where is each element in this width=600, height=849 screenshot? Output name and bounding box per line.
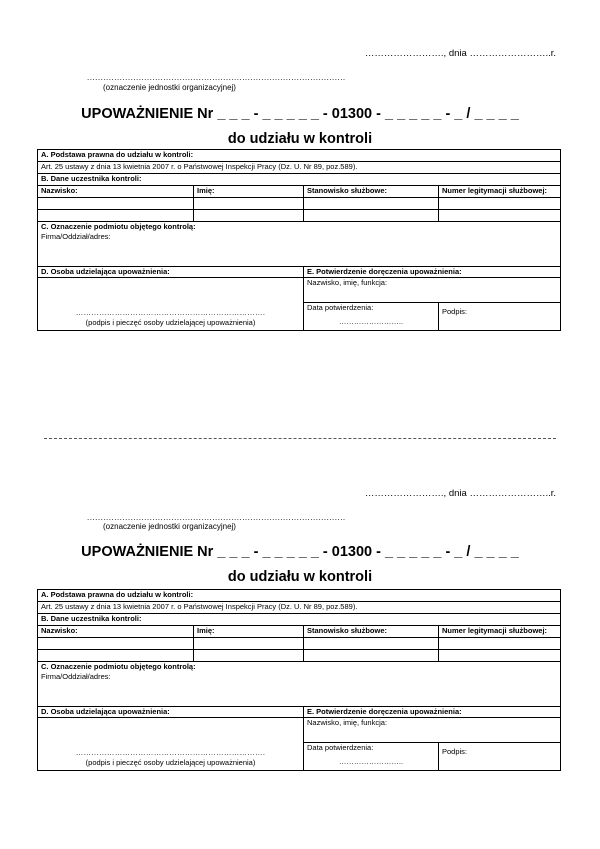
section-e-signature-field[interactable]	[439, 303, 561, 331]
section-e-date-dots: ……………………..	[338, 317, 404, 327]
column-id-number: Numer legitymacji służbowej:	[439, 626, 561, 638]
unit-dotted-line: ...............................................................................................	[87, 73, 346, 82]
section-a-header: A. Podstawa prawna do udziału w kontroli:	[38, 150, 561, 162]
section-c-field: Firma/Oddział/adres:	[41, 232, 111, 241]
section-e-signature-label: Podpis:	[442, 307, 468, 317]
form-title: UPOWAŻNIENIE Nr _ _ _ - _ _ _ _ _ - 01300 - _ _ _ _ _ - _ / _ _ _ _	[81, 106, 519, 122]
section-b-header: B. Dane uczestnika kontroli:	[38, 614, 561, 626]
section-a-text: Art. 25 ustawy z dnia 13 kwietnia 2007 r. o Państwowej Inspekcji Pracy (Dz. U. Nr 89, poz.589).	[38, 162, 561, 174]
section-c-header: C. Oznaczenie podmiotu objętego kontrolą:	[41, 222, 196, 231]
column-position: Stanowisko służbowe:	[304, 626, 439, 638]
unit-label: (oznaczenie jednostki organizacyjnej)	[103, 522, 236, 531]
section-e-date-field[interactable]	[304, 743, 439, 771]
form-title: UPOWAŻNIENIE Nr _ _ _ - _ _ _ _ _ - 01300 - _ _ _ _ _ - _ / _ _ _ _	[81, 544, 519, 560]
section-b-header: B. Dane uczestnika kontroli:	[38, 174, 561, 186]
column-surname: Nazwisko:	[38, 626, 194, 638]
position-cell-1[interactable]	[304, 198, 439, 210]
id-number-cell-2[interactable]	[439, 650, 561, 662]
surname-cell-1[interactable]	[38, 638, 194, 650]
surname-cell-2[interactable]	[38, 650, 194, 662]
section-e-date-label: Data potwierdzenia:	[307, 743, 374, 753]
column-name: Imię:	[194, 626, 304, 638]
section-d-signature-area[interactable]	[38, 278, 304, 331]
id-number-cell-1[interactable]	[439, 198, 561, 210]
form-table	[37, 589, 561, 771]
section-e-signature-label: Podpis:	[442, 747, 468, 757]
section-e-date-dots: ……………………..	[338, 757, 404, 767]
name-cell-1[interactable]	[194, 638, 304, 650]
section-a-header: A. Podstawa prawna do udziału w kontroli:	[38, 590, 561, 602]
name-cell-1[interactable]	[194, 198, 304, 210]
position-cell-2[interactable]	[304, 650, 439, 662]
section-e-date-field[interactable]	[304, 303, 439, 331]
column-id-number: Numer legitymacji służbowej:	[439, 186, 561, 198]
column-name: Imię:	[194, 186, 304, 198]
signature-dotted-line: ……………………………………………………………….	[75, 748, 266, 757]
id-number-cell-2[interactable]	[439, 210, 561, 222]
date-line: ……………………., dnia ……………………..r.	[364, 488, 556, 499]
section-c-header: C. Oznaczenie podmiotu objętego kontrolą:	[41, 662, 196, 671]
section-c[interactable]	[38, 222, 561, 267]
section-d-header: D. Osoba udzielająca upoważnienia:	[38, 707, 304, 718]
section-e-name-label: Nazwisko, imię, funkcja:	[307, 278, 388, 287]
surname-cell-2[interactable]	[38, 210, 194, 222]
cut-line	[44, 438, 556, 439]
section-e-name-label: Nazwisko, imię, funkcja:	[307, 718, 388, 727]
position-cell-2[interactable]	[304, 210, 439, 222]
section-c[interactable]	[38, 662, 561, 707]
section-c-field: Firma/Oddział/adres:	[41, 672, 111, 681]
section-d-signature-area[interactable]	[38, 718, 304, 771]
form-subtitle: do udziału w kontroli	[227, 131, 373, 147]
section-e-header: E. Potwierdzenie doręczenia upoważnienia:	[304, 267, 561, 278]
column-position: Stanowisko służbowe:	[304, 186, 439, 198]
section-e-date-label: Data potwierdzenia:	[307, 303, 374, 313]
section-e-name-field[interactable]	[304, 278, 561, 303]
signature-dotted-line: ……………………………………………………………….	[75, 308, 266, 317]
position-cell-1[interactable]	[304, 638, 439, 650]
section-d-header: D. Osoba udzielająca upoważnienia:	[38, 267, 304, 278]
date-line: ……………………., dnia ……………………..r.	[364, 48, 556, 59]
section-e-name-field[interactable]	[304, 718, 561, 743]
unit-dotted-line: ...............................................................................................	[87, 513, 346, 522]
column-surname: Nazwisko:	[38, 186, 194, 198]
id-number-cell-1[interactable]	[439, 638, 561, 650]
form-table	[37, 149, 561, 331]
name-cell-2[interactable]	[194, 650, 304, 662]
section-e-signature-field[interactable]	[439, 743, 561, 771]
name-cell-2[interactable]	[194, 210, 304, 222]
section-a-text: Art. 25 ustawy z dnia 13 kwietnia 2007 r. o Państwowej Inspekcji Pracy (Dz. U. Nr 89, poz.589).	[38, 602, 561, 614]
surname-cell-1[interactable]	[38, 198, 194, 210]
signature-caption: (podpis i pieczęć osoby udzielającej upoważnienia)	[85, 758, 256, 767]
form-subtitle: do udziału w kontroli	[227, 569, 373, 585]
section-e-header: E. Potwierdzenie doręczenia upoważnienia:	[304, 707, 561, 718]
unit-label: (oznaczenie jednostki organizacyjnej)	[103, 83, 236, 92]
signature-caption: (podpis i pieczęć osoby udzielającej upoważnienia)	[85, 318, 256, 327]
